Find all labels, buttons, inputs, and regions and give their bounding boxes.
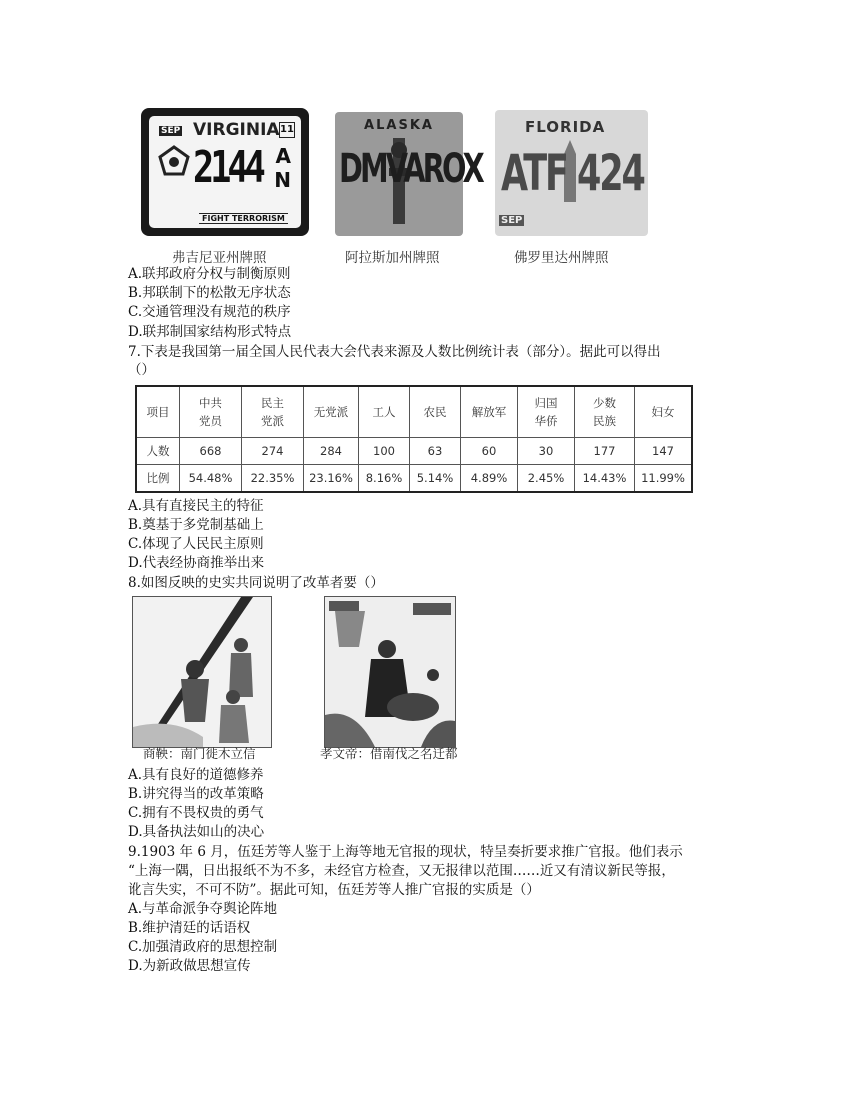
table-cell: 668 xyxy=(180,438,242,465)
header-cell: 少数 民族 xyxy=(575,386,635,438)
florida-plate-caption: 佛罗里达州牌照 xyxy=(514,250,609,266)
table-cell: 4.89% xyxy=(461,465,518,493)
q8-option-b: B.讲究得当的改革策略 xyxy=(128,786,264,802)
table-cell: 2.45% xyxy=(518,465,575,493)
pentagon-emblem-icon xyxy=(159,146,189,176)
table-cell: 274 xyxy=(242,438,304,465)
q6-option-d: D.联邦制国家结构形式特点 xyxy=(128,324,292,340)
virginia-plate-side-bottom: N xyxy=(274,168,291,192)
header-cell: 工人 xyxy=(359,386,410,438)
q8-option-d: D.具备执法如山的决心 xyxy=(128,824,265,840)
q8-stem: 8.如图反映的史实共同说明了改革者要（） xyxy=(128,575,384,591)
florida-plate-number: ATF 424 xyxy=(501,144,644,202)
virginia-plate-state: VIRGINIA xyxy=(193,120,280,140)
q7-option-c: C.体现了人民民主原则 xyxy=(128,536,264,552)
table-cell: 60 xyxy=(461,438,518,465)
q7-stem-blank: （） xyxy=(128,362,155,378)
table-cell: 23.16% xyxy=(304,465,359,493)
header-cell: 妇女 xyxy=(635,386,693,438)
virginia-plate-left-mark: SEP xyxy=(161,126,181,136)
q7-stem: 7.下表是我国第一届全国人民代表大会代表来源及人数比例统计表（部分）。据此可以得出 xyxy=(128,344,661,360)
table-row xyxy=(136,465,692,493)
virginia-plate-number: 2144 xyxy=(193,142,262,193)
table-cell: 22.35% xyxy=(242,465,304,493)
table-cell: 147 xyxy=(635,438,693,465)
table-cell: 100 xyxy=(359,438,410,465)
header-cell: 农民 xyxy=(410,386,461,438)
shang-yang-illustration xyxy=(132,596,272,748)
florida-plate-image xyxy=(495,110,648,236)
q9-option-c: C.加强清政府的思想控制 xyxy=(128,939,278,955)
woodcut-scene-icon xyxy=(133,597,271,747)
q8-option-c: C.拥有不畏权贵的勇气 xyxy=(128,805,264,821)
table-row xyxy=(136,438,692,465)
virginia-plate-footer: FIGHT TERRORISM xyxy=(199,213,288,224)
alaska-plate-caption: 阿拉斯加州牌照 xyxy=(345,250,440,266)
header-cell: 民主 党派 xyxy=(242,386,304,438)
q6-option-a: A.联邦政府分权与制衡原则 xyxy=(128,266,291,282)
alaska-plate-state: ALASKA xyxy=(364,118,434,133)
table-cell: 63 xyxy=(410,438,461,465)
woodcut-scene-icon xyxy=(325,597,455,747)
table-cell: 14.43% xyxy=(575,465,635,493)
table-cell: 人数 xyxy=(136,438,180,465)
florida-plate-left-mark: SEP xyxy=(501,215,523,226)
table-cell: 8.16% xyxy=(359,465,410,493)
table-cell: 5.14% xyxy=(410,465,461,493)
q9-option-d: D.为新政做思想宣传 xyxy=(128,958,251,974)
q9-option-a: A.与革命派争夺舆论阵地 xyxy=(128,901,278,917)
q7-option-a: A.具有直接民主的特征 xyxy=(128,498,264,514)
shang-yang-caption: 商鞅：南门徙木立信 xyxy=(143,746,256,761)
table-cell: 30 xyxy=(518,438,575,465)
table-cell: 11.99% xyxy=(635,465,693,493)
header-cell: 中共 党员 xyxy=(180,386,242,438)
xiaowen-emperor-caption: 孝文帝：借南伐之名迁都 xyxy=(320,746,458,761)
q8-option-a: A.具有良好的道德修养 xyxy=(128,767,264,783)
xiaowen-emperor-illustration xyxy=(324,596,456,748)
header-cell: 归国 华侨 xyxy=(518,386,575,438)
q7-option-b: B.奠基于多党制基础上 xyxy=(128,517,264,533)
q6-option-b: B.邦联制下的松散无序状态 xyxy=(128,285,291,301)
q9-stem-line-1: 9.1903 年 6 月，伍廷芳等人鉴于上海等地无官报的现状，特呈奏折要求推广官报。他们表示 xyxy=(128,844,683,860)
q9-stem-line-3: 讹言失实，不可不防”。据此可知，伍廷芳等人推广官报的实质是（） xyxy=(128,882,540,898)
q9-option-b: B.维护清廷的话语权 xyxy=(128,920,251,936)
florida-plate-state: FLORIDA xyxy=(525,118,606,136)
table-cell: 比例 xyxy=(136,465,180,493)
virginia-plate-caption: 弗吉尼亚州牌照 xyxy=(172,250,267,266)
q6-option-c: C.交通管理没有规范的秩序 xyxy=(128,304,291,320)
table-cell: 177 xyxy=(575,438,635,465)
table-cell: 284 xyxy=(304,438,359,465)
q9-stem-line-2: “上海一隅，日出报纸不为不多，未经官方检查，又无报律以范围……近又有清议新民等报， xyxy=(128,863,675,879)
virginia-plate-image: VIRGINIA 11 SEP 2144 A N FIGHT TERRORISM xyxy=(141,108,309,236)
header-cell: 解放军 xyxy=(461,386,518,438)
alaska-plate-number: DMVAROX xyxy=(339,146,482,192)
table-cell: 54.48% xyxy=(180,465,242,493)
q7-option-d: D.代表经协商推举出来 xyxy=(128,555,265,571)
alaska-plate-image xyxy=(335,112,482,236)
table-header-row xyxy=(136,386,692,438)
header-cell: 无党派 xyxy=(304,386,359,438)
virginia-plate-side-top: A xyxy=(275,144,291,168)
representatives-table xyxy=(135,385,693,493)
header-cell: 项目 xyxy=(136,386,180,438)
